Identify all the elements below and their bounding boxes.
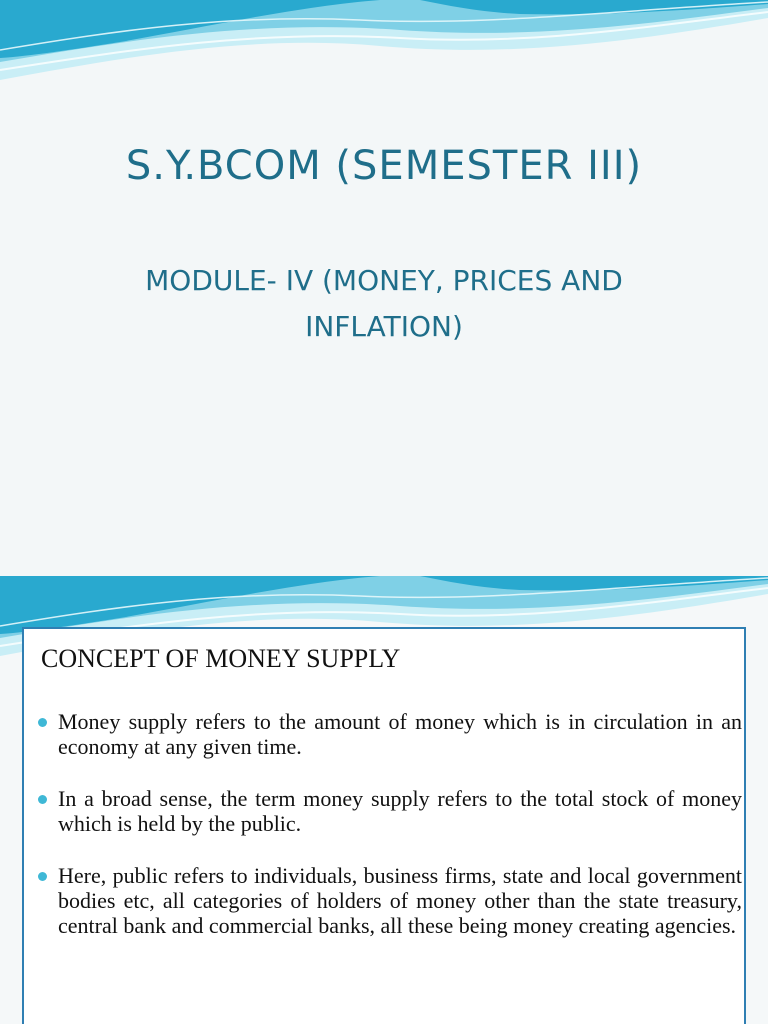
slide-subtitle: MODULE- IV (MONEY, PRICES AND INFLATION) bbox=[145, 264, 623, 343]
bullet-item bbox=[36, 709, 742, 759]
bullet-dot-icon bbox=[38, 718, 47, 727]
bullet-text: Money supply refers to the amount of money which is in circulation in an economy at any given time. bbox=[58, 709, 742, 759]
bullet-item bbox=[36, 863, 742, 938]
bullet-text: Here, public refers to individuals, business firms, state and local government bodies etc, all categories of holders of money other than the state treasury, central bank and commercial banks, all these being money creating agencies. bbox=[58, 863, 742, 938]
bullet-list bbox=[36, 709, 742, 965]
section-heading: CONCEPT OF MONEY SUPPLY bbox=[41, 644, 401, 673]
content-box bbox=[22, 627, 746, 1024]
bullet-item bbox=[36, 786, 742, 836]
slide-title: S.Y.BCOM (SEMESTER III) bbox=[125, 143, 643, 189]
content-slide bbox=[0, 576, 768, 1024]
wave-decoration bbox=[0, 0, 768, 90]
bullet-dot-icon bbox=[38, 795, 47, 804]
bullet-text: In a broad sense, the term money supply refers to the total stock of money which is held by the public. bbox=[58, 786, 742, 836]
bullet-dot-icon bbox=[38, 872, 47, 881]
